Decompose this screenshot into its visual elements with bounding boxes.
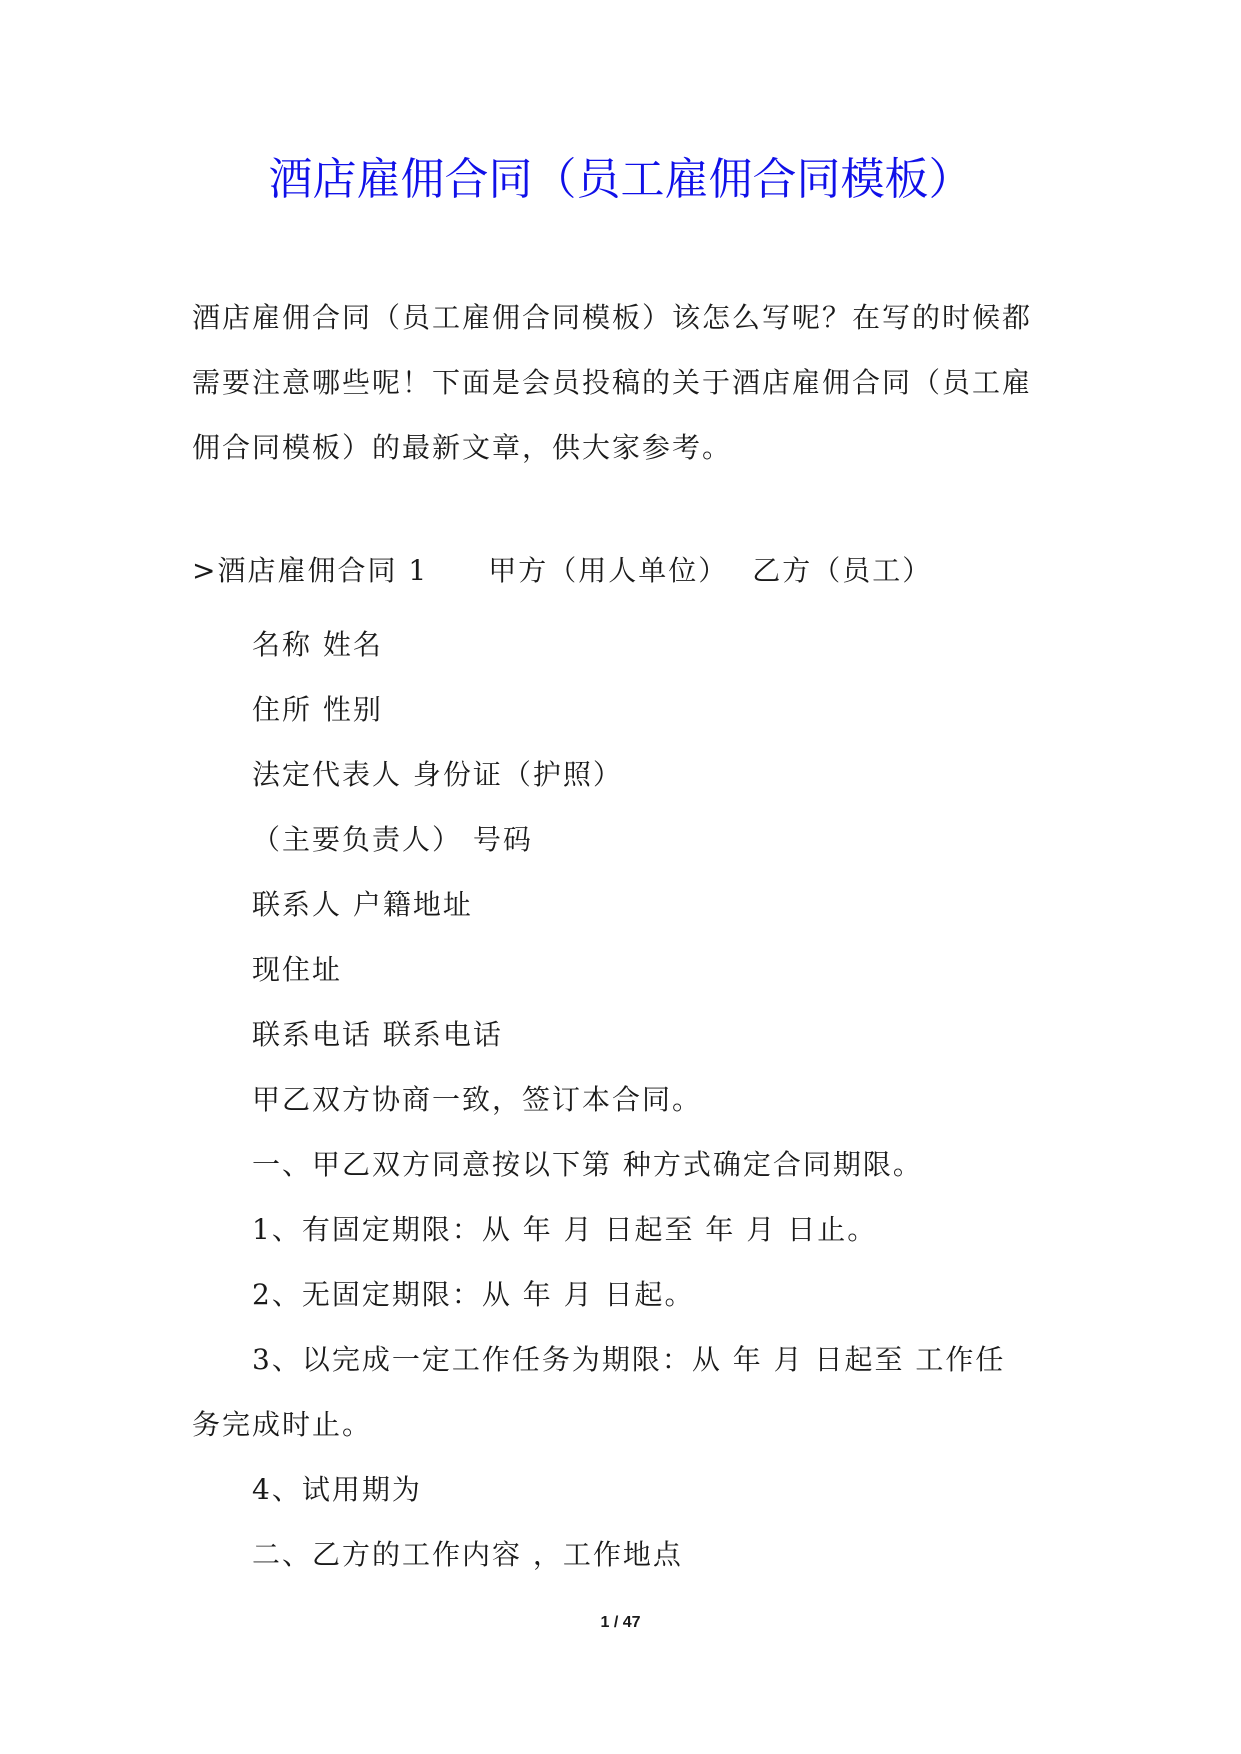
body-line: 2、无固定期限：从 年 月 日起。 <box>252 1278 695 1311</box>
body-line: 法定代表人 身份证（护照） <box>252 758 623 791</box>
body-line: 4、试用期为 <box>252 1473 422 1506</box>
body-line: 名称 姓名 <box>252 628 383 661</box>
body-line: 一、甲乙双方同意按以下第 种方式确定合同期限。 <box>252 1148 923 1181</box>
body-line: 住所 性别 <box>252 693 383 726</box>
body-line: 3、以完成一定工作任务为期限：从 年 月 日起至 工作任 <box>252 1343 1006 1376</box>
contract-heading-label: >酒店雇佣合同 1 <box>192 554 429 587</box>
contract-body <box>192 612 1062 1587</box>
intro-line: 佣合同模板）的最新文章，供大家参考。 <box>192 431 733 464</box>
body-line: 现住址 <box>252 953 343 986</box>
party-b-label: 乙方（员工） <box>752 554 933 587</box>
contract-heading <box>192 546 932 596</box>
body-line: 二、乙方的工作内容 ，工作地点 <box>252 1538 683 1571</box>
body-line: 甲乙双方协商一致，签订本合同。 <box>252 1083 703 1116</box>
document-title: 酒店雇佣合同（员工雇佣合同模板） <box>268 154 973 205</box>
body-line-continuation: 务完成时止。 <box>192 1408 373 1441</box>
body-line: （主要负责人） 号码 <box>252 823 533 856</box>
party-a-label: 甲方（用人单位） <box>488 554 729 587</box>
body-line: 联系人 户籍地址 <box>252 888 473 921</box>
body-line: 联系电话 联系电话 <box>252 1018 503 1051</box>
body-line: 1、有固定期限：从 年 月 日起至 年 月 日止。 <box>252 1213 878 1246</box>
intro-line: 酒店雇佣合同（员工雇佣合同模板）该怎么写呢？在写的时候都 <box>192 301 1033 334</box>
page-number: 1 / 47 <box>600 1614 641 1631</box>
intro-paragraph <box>192 285 1062 480</box>
intro-line: 需要注意哪些呢！下面是会员投稿的关于酒店雇佣合同（员工雇 <box>192 366 1033 399</box>
